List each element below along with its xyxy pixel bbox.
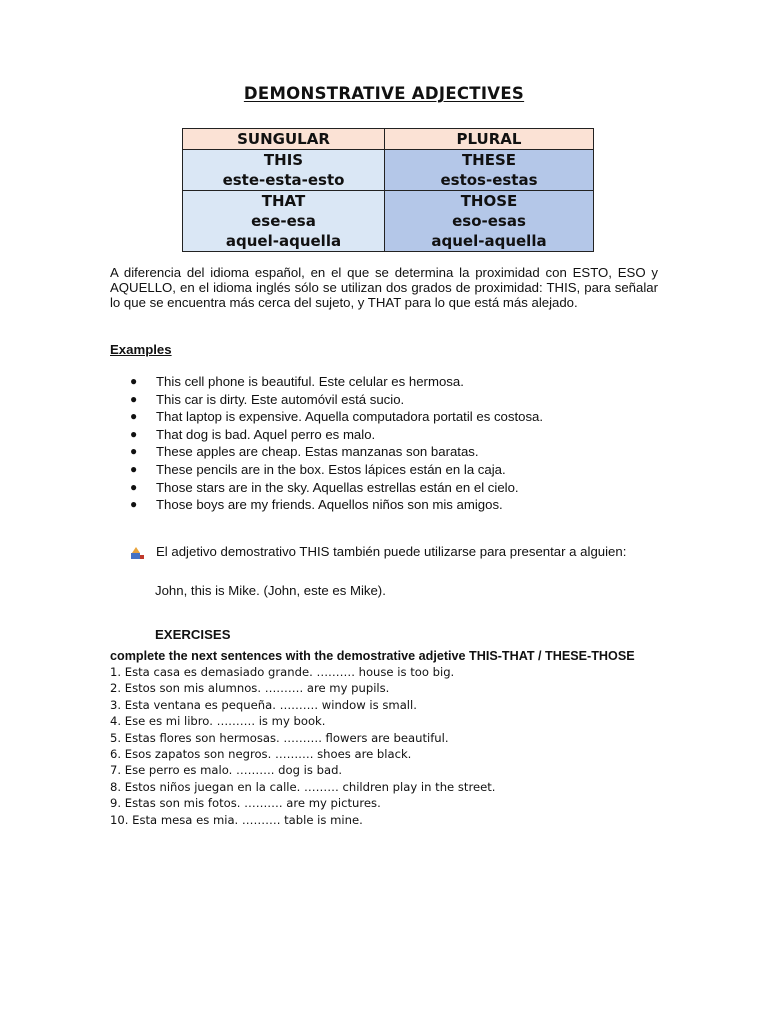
list-item <box>110 461 543 479</box>
table-row <box>183 191 594 252</box>
example-text: That dog is bad. Aquel perro es malo. <box>156 426 376 442</box>
cell-line: aquel-aquella <box>431 232 547 250</box>
list-item: 2. Estos son mis alumnos. ………. are my pupils. <box>110 681 390 696</box>
cell-that <box>183 191 385 252</box>
list-item: 5. Estas flores son hermosas. ………. flowers are beautiful. <box>110 730 449 745</box>
document-title: DEMONSTRATIVE ADJECTIVES <box>243 84 525 103</box>
example-text: Those stars are in the sky. Aquellas estrellas están en el cielo. <box>156 479 519 495</box>
example-text: That laptop is expensive. Aquella computadora portatil es costosa. <box>156 409 544 425</box>
example-text: Those boys are my friends. Aquellos niños son mis amigos. <box>156 497 503 513</box>
cell-line: estos-estas <box>440 171 538 189</box>
cell-line: THIS <box>263 151 304 169</box>
exercises-title: EXERCISES <box>155 627 231 642</box>
example-text: This car is dirty. Este automóvil está sucio. <box>156 391 405 407</box>
cell-line: eso-esas <box>452 212 526 230</box>
intro-paragraph: A diferencia del idioma español, en el que se determina la proximidad con ESTO, ESO y AQUELLO, en el idioma inglés sólo se utilizan dos grados de proximidad: THIS, para señalar lo que se encuentra más cerca del sujeto, y THAT para lo que está más alejado. <box>110 265 658 310</box>
note-text: El adjetivo demostrativo THIS también puede utilizarse para presentar a alguien: <box>156 544 627 559</box>
list-item: 8. Estos niños juegan en la calle. ……… children play in the street. <box>110 779 496 794</box>
example-text: This cell phone is beautiful. Este celular es hermosa. <box>156 374 464 389</box>
cell-these <box>385 150 594 191</box>
list-item: 1. Esta casa es demasiado grande. ………. house is too big. <box>110 665 455 679</box>
cell-this <box>183 150 385 191</box>
cell-line: THESE <box>461 151 517 169</box>
example-text: These pencils are in the box. Estos lápices están en la caja. <box>156 461 506 477</box>
list-item: 10. Esta mesa es mia. ………. table is mine. <box>110 812 363 827</box>
list-item <box>110 443 543 461</box>
cell-line: ese-esa <box>251 212 316 230</box>
list-item: 4. Ese es mi libro. ………. is my book. <box>110 714 326 729</box>
table-row <box>183 150 594 191</box>
cell-line: este-esta-esto <box>222 171 345 189</box>
bullet-icon: ● <box>130 409 138 424</box>
bullet-icon: ● <box>130 391 138 406</box>
bullet-icon: ● <box>130 479 138 494</box>
bullet-icon: ● <box>130 374 138 388</box>
examples-list <box>110 373 543 514</box>
list-item: 7. Ese perro es malo. ………. dog is bad. <box>110 763 343 778</box>
list-item <box>110 426 543 444</box>
cell-line: THOSE <box>460 192 518 210</box>
list-item <box>110 373 543 391</box>
header-singular: SUNGULAR <box>183 129 385 150</box>
cell-line: THAT <box>261 192 306 210</box>
demonstratives-table <box>182 128 594 252</box>
bullet-icon: ● <box>130 461 138 476</box>
note-example: John, this is Mike. (John, este es Mike). <box>155 583 386 598</box>
cell-line: aquel-aquella <box>225 232 342 250</box>
bullet-icon: ● <box>130 497 138 512</box>
bullet-icon: ● <box>130 444 138 459</box>
list-item <box>110 479 543 497</box>
note-bullet-icon <box>130 546 146 560</box>
examples-heading: Examples <box>110 342 172 357</box>
list-item <box>110 496 543 514</box>
example-text: These apples are cheap. Estas manzanas son baratas. <box>156 444 479 460</box>
list-item <box>110 408 543 426</box>
cell-those <box>385 191 594 252</box>
exercises-instruction: complete the next sentences with the demostrative adjetive THIS-THAT / THESE-THOSE <box>110 649 635 663</box>
exercises-list <box>110 664 495 828</box>
list-item: 6. Esos zapatos son negros. ………. shoes are black. <box>110 747 412 762</box>
list-item <box>110 391 543 409</box>
table-header-row <box>183 129 594 150</box>
header-plural: PLURAL <box>385 129 594 150</box>
bullet-icon: ● <box>130 426 138 441</box>
list-item: 9. Estas son mis fotos. ………. are my pictures. <box>110 796 381 811</box>
list-item: 3. Esta ventana es pequeña. ………. window is small. <box>110 697 417 712</box>
